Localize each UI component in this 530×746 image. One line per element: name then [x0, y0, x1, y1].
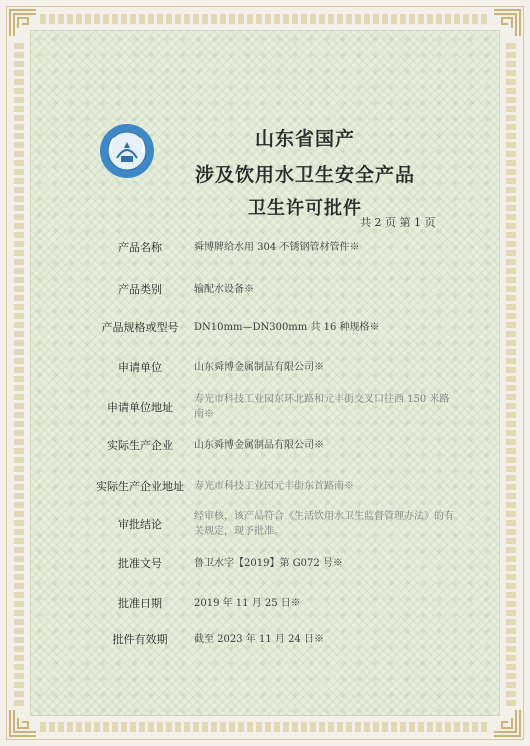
field-value: 截至 2023 年 11 月 24 日※ [194, 633, 324, 645]
field-label: 批准日期 [118, 596, 162, 610]
field-label: 批准文号 [118, 556, 162, 570]
field-value: 寿光市科技工业园元丰街东首路南※ [194, 480, 354, 492]
field-value: 山东舜博金属制品有限公司※ [194, 361, 324, 373]
field-row-approval-date [94, 590, 454, 616]
certificate-fields-table [94, 228, 454, 662]
field-row-product-spec [94, 314, 454, 340]
field-label: 批件有效期 [112, 632, 168, 646]
decorative-border-top [40, 14, 490, 24]
field-label: 实际生产企业 [107, 438, 173, 452]
field-value: 经审核，该产品符合《生活饮用水卫生监督管理办法》的有关规定，现予批准。 [194, 511, 454, 537]
field-label: 申请单位地址 [107, 400, 173, 414]
decorative-border-bottom [40, 722, 490, 732]
field-value: 输配水设备※ [194, 283, 254, 295]
field-value: 山东舜博金属制品有限公司※ [194, 439, 324, 451]
field-row-approval-conclusion [94, 508, 454, 540]
field-row-applicant-address [94, 390, 454, 424]
certificate-title-line3: 卫生许可批件 [248, 198, 362, 219]
field-label: 申请单位 [118, 360, 162, 374]
field-value: 寿光市科技工业园东环北路和元丰街交叉口往西 150 米路南※ [194, 394, 450, 420]
field-row-product-name [94, 234, 454, 260]
field-label: 产品规格或型号 [101, 320, 179, 334]
field-value: 舜博牌给水用 304 不锈钢管材管件※ [194, 241, 360, 253]
field-row-product-category [94, 276, 454, 302]
field-label: 产品类别 [118, 282, 162, 296]
field-value: 2019 年 11 月 25 日※ [194, 597, 301, 609]
certificate-title-line1: 山东省国产 [254, 128, 355, 150]
certificate-title-line2: 涉及饮用水卫生安全产品 [194, 164, 415, 186]
decorative-border-right [506, 40, 516, 706]
field-row-applicant [94, 354, 454, 380]
field-label: 产品名称 [118, 240, 162, 254]
field-row-manufacturer-address [94, 468, 454, 504]
field-row-approval-number [94, 550, 454, 576]
field-label: 审批结论 [118, 517, 162, 531]
field-value: 鲁卫水字【2019】第 G072 号※ [194, 557, 343, 569]
field-label: 实际生产企业地址 [96, 479, 184, 493]
page-count: 共 2 页 第 1 页 [360, 216, 436, 229]
field-row-manufacturer [94, 432, 454, 458]
field-value: DN10mm—DN300mm 共 16 种规格※ [194, 321, 380, 333]
field-row-validity [94, 626, 454, 652]
health-supervision-emblem-icon [98, 122, 156, 180]
decorative-border-left [14, 40, 24, 706]
